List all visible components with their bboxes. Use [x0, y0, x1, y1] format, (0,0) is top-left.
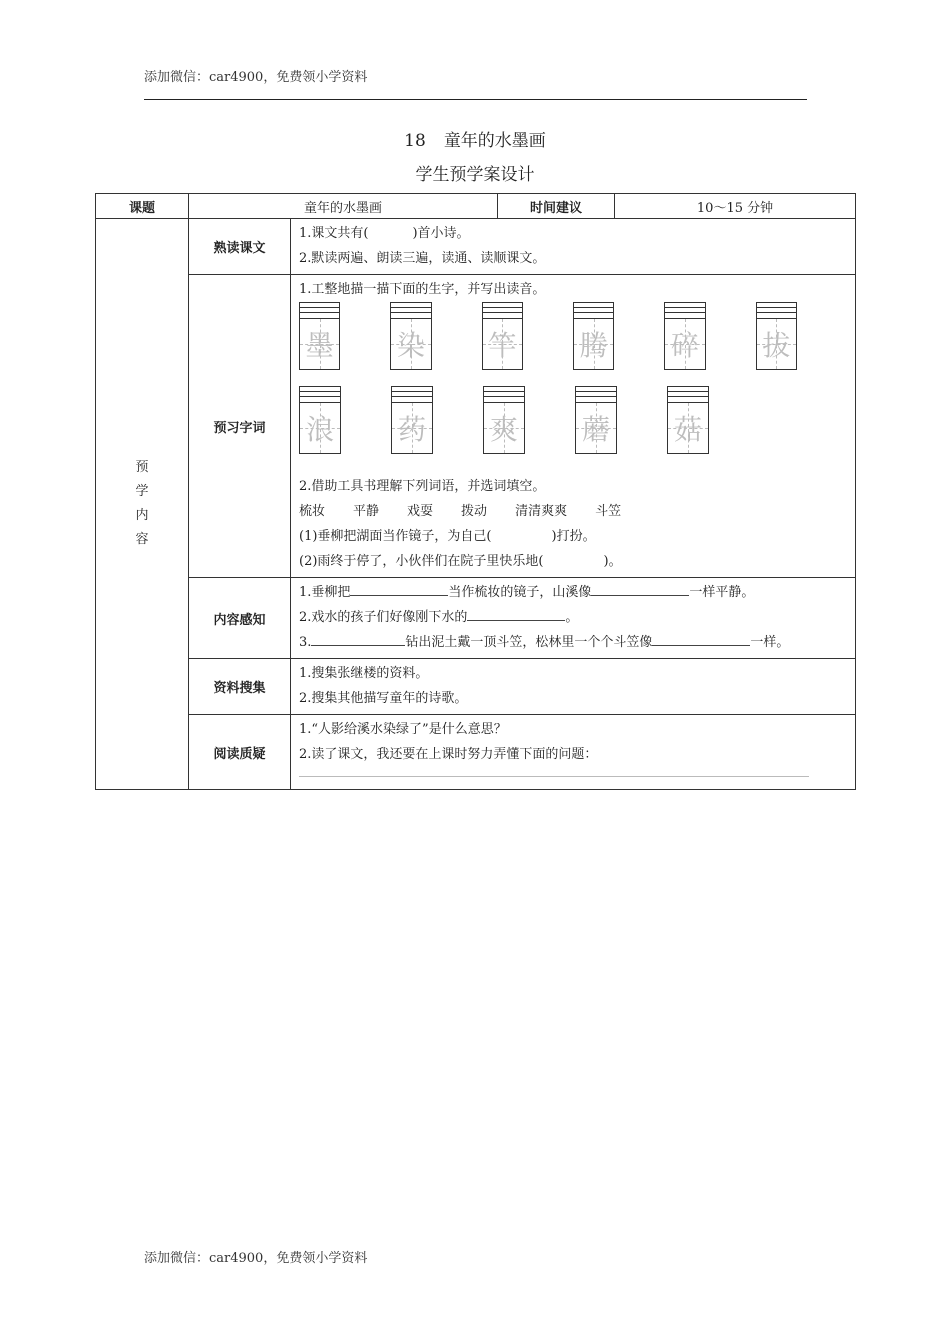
char-grid-row-1: [299, 302, 847, 386]
footer-note: 添加微信：car4900，免费领小学资料: [144, 1251, 368, 1266]
char-box[interactable]: 碎: [664, 302, 705, 370]
char-box[interactable]: 竿: [482, 302, 523, 370]
chars-content: 1.工整地描一描下面的生字，并写出读音。 墨 染 竿 腾 碎 拔 浪 药 爽 蘑 菇 2.借助工具书理解下列词语，并选词填空。 梳妆 平静 戏耍 拨动 清清爽爽 斗笠 (1)垂柳把湖面当作镜子，为自己( )打扮。 (2)雨终于停了，小伙伴们在院子里快乐地( )。: [291, 275, 856, 578]
time-value: 10～15 分钟: [615, 194, 856, 219]
char-box[interactable]: 染: [390, 302, 431, 370]
read-row: [96, 219, 856, 275]
lesson-name: 童年的水墨画: [443, 131, 546, 151]
fill-blank[interactable]: [591, 581, 689, 596]
char-box[interactable]: 药: [391, 386, 433, 454]
char-box[interactable]: 菇: [667, 386, 709, 454]
char-grid-row-2: [299, 386, 847, 470]
research-label: 资料搜集: [189, 659, 291, 715]
topic-value: 童年的水墨画: [189, 194, 498, 219]
fill-blank[interactable]: [311, 631, 405, 646]
questions-content: 1.“人影给溪水染绿了”是什么意思？ 2.读了课文，我还要在上课时努力弄懂下面的问题：: [291, 715, 856, 790]
char-box[interactable]: 蘑: [575, 386, 617, 454]
char-box[interactable]: 墨: [299, 302, 340, 370]
chars-row: [96, 275, 856, 578]
content-row: [96, 578, 856, 659]
fill-blank[interactable]: [652, 631, 750, 646]
fill-blank[interactable]: [467, 606, 565, 621]
char-box[interactable]: 拔: [756, 302, 797, 370]
topic-label: 课题: [96, 194, 189, 219]
answer-line[interactable]: [299, 775, 809, 777]
char-box[interactable]: 浪: [299, 386, 341, 454]
time-label: 时间建议: [498, 194, 615, 219]
char-box[interactable]: 爽: [483, 386, 525, 454]
read-label: 熟读课文: [189, 219, 291, 275]
subtitle: 学生预学案设计: [415, 165, 535, 185]
fill-blank[interactable]: [350, 581, 448, 596]
topic-row: [96, 194, 856, 219]
content-label: 内容感知: [189, 578, 291, 659]
research-row: [96, 659, 856, 715]
lesson-title: [0, 126, 950, 151]
read-content: 1.课文共有( )首小诗。 2.默读两遍、朗读三遍，读通、读顺课文。: [291, 219, 856, 275]
lesson-number: 18: [404, 131, 426, 151]
worksheet-table: [95, 193, 856, 790]
char-box[interactable]: 腾: [573, 302, 614, 370]
header-rule: [144, 99, 807, 100]
questions-label: 阅读质疑: [189, 715, 291, 790]
word-list: 梳妆 平静 戏耍 拨动 清清爽爽 斗笠: [299, 504, 622, 519]
research-content: 1.搜集张继楼的资料。 2.搜集其他描写童年的诗歌。: [291, 659, 856, 715]
questions-row: [96, 715, 856, 790]
content-content: 1.垂柳把 当作梳妆的镜子，山溪像 一样平静。 2.戏水的孩子们好像刚下水的 。 3. 钻出泥土戴一顶斗笠，松林里一个个斗笠像 一样。: [291, 578, 856, 659]
side-label: 预 学 内 容: [96, 219, 189, 790]
chars-label: 预习字词: [189, 275, 291, 578]
header-note: 添加微信：car4900，免费领小学资料: [144, 70, 368, 85]
